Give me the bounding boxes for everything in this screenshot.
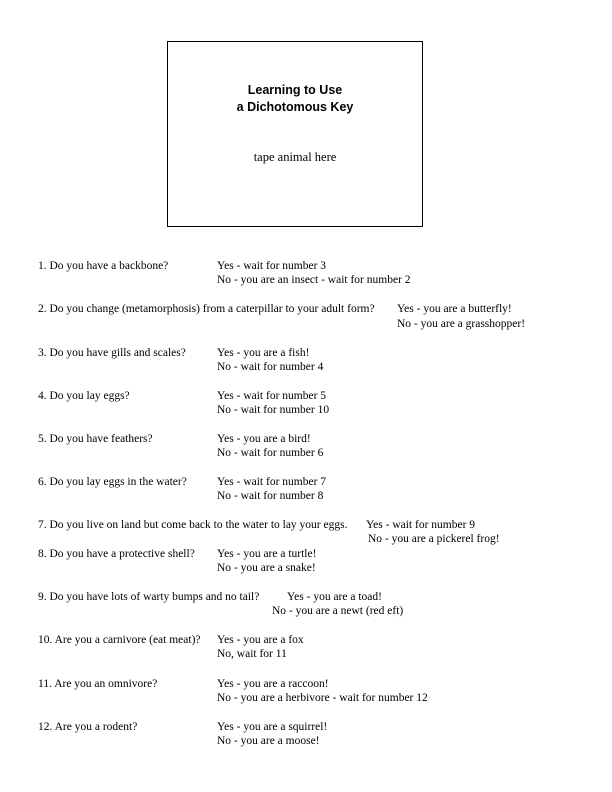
answer-1-no: No - you are an insect - wait for number 2 bbox=[217, 274, 411, 286]
answer-2-yes: Yes - you are a butterfly! bbox=[397, 303, 512, 315]
answer-9-yes: Yes - you are a toad! bbox=[287, 591, 382, 603]
answer-10-yes: Yes - you are a fox bbox=[217, 634, 304, 646]
answer-4-yes: Yes - wait for number 5 bbox=[217, 390, 327, 402]
question-2: 2. Do you change (metamorphosis) from a caterpillar to your adult form? bbox=[38, 303, 375, 315]
question-3: 3. Do you have gills and scales? bbox=[38, 347, 186, 359]
answer-5-no: No - wait for number 6 bbox=[217, 447, 324, 459]
answer-11-no: No - you are a herbivore - wait for number 12 bbox=[217, 692, 428, 704]
answer-8-yes: Yes - you are a turtle! bbox=[217, 548, 317, 560]
tape-animal-label: tape animal here bbox=[253, 150, 337, 164]
answer-8-no: No - you are a snake! bbox=[217, 562, 316, 574]
answer-4-no: No - wait for number 10 bbox=[217, 404, 330, 416]
answer-9-no: No - you are a newt (red eft) bbox=[272, 605, 404, 617]
answer-1-yes: Yes - wait for number 3 bbox=[217, 260, 327, 272]
answer-10-no: No, wait for 11 bbox=[217, 648, 287, 660]
question-12: 12. Are you a rodent? bbox=[38, 721, 138, 733]
title-line-2: a Dichotomous Key bbox=[236, 100, 354, 114]
answer-12-no: No - you are a moose! bbox=[217, 735, 320, 747]
question-9: 9. Do you have lots of warty bumps and no tail? bbox=[38, 591, 260, 603]
page-title bbox=[168, 82, 422, 116]
question-10: 10. Are you a carnivore (eat meat)? bbox=[38, 634, 201, 646]
question-5: 5. Do you have feathers? bbox=[38, 433, 153, 445]
answer-7-yes: Yes - wait for number 9 bbox=[366, 519, 476, 531]
answer-6-yes: Yes - wait for number 7 bbox=[217, 476, 327, 488]
answer-3-yes: Yes - you are a fish! bbox=[217, 347, 310, 359]
answer-12-yes: Yes - you are a squirrel! bbox=[217, 721, 328, 733]
answer-11-yes: Yes - you are a raccoon! bbox=[217, 678, 329, 690]
answer-7-no: No - you are a pickerel frog! bbox=[368, 533, 500, 545]
question-11: 11. Are you an omnivore? bbox=[38, 678, 158, 690]
answer-6-no: No - wait for number 8 bbox=[217, 490, 324, 502]
question-4: 4. Do you lay eggs? bbox=[38, 390, 130, 402]
question-7: 7. Do you live on land but come back to the water to lay your eggs. bbox=[38, 519, 348, 531]
answer-3-no: No - wait for number 4 bbox=[217, 361, 324, 373]
answer-5-yes: Yes - you are a bird! bbox=[217, 433, 311, 445]
question-8: 8. Do you have a protective shell? bbox=[38, 548, 195, 560]
question-6: 6. Do you lay eggs in the water? bbox=[38, 476, 187, 488]
tape-animal-box bbox=[167, 41, 423, 227]
question-1: 1. Do you have a backbone? bbox=[38, 260, 169, 272]
answer-2-no: No - you are a grasshopper! bbox=[397, 318, 526, 330]
title-line-1: Learning to Use bbox=[247, 83, 343, 97]
